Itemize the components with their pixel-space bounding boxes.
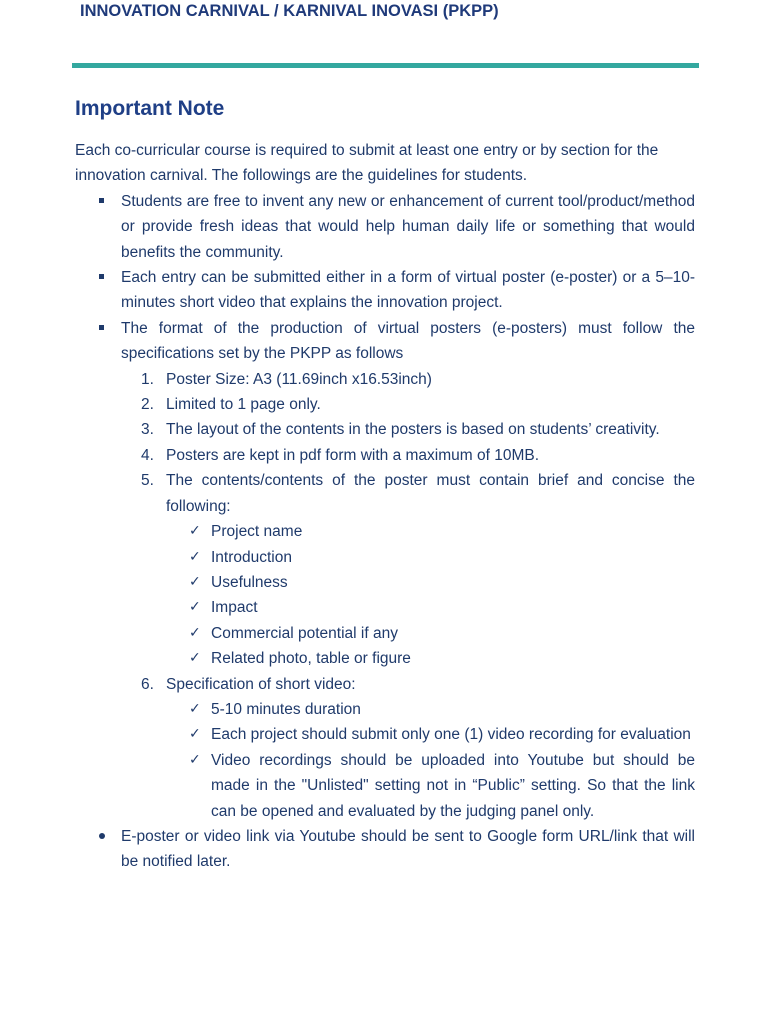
checkmark-icon: ✓ — [189, 751, 201, 768]
spec-item — [121, 672, 695, 824]
spec-text: The contents/contents of the poster must contain brief and concise the following: — [166, 472, 695, 515]
spec-item — [121, 392, 695, 417]
check-item — [166, 722, 695, 747]
document-header: INNOVATION CARNIVAL / KARNIVAL INOVASI (PKPP) — [80, 2, 499, 20]
intro-paragraph: Each co-curricular course is required to submit at least one entry or by section for the innovation carnival. The followings are the guidelines for students. — [75, 142, 659, 185]
section-title: Important Note — [75, 97, 225, 120]
spec-number: 3. — [141, 421, 154, 439]
checkmark-icon: ✓ — [189, 726, 201, 743]
check-item — [166, 621, 695, 646]
checkmark-icon: ✓ — [189, 624, 201, 641]
spec-number: 6. — [141, 675, 154, 693]
square-bullet-icon — [99, 325, 104, 330]
round-bullet-icon — [99, 833, 105, 839]
check-text: Related photo, table or figure — [211, 650, 411, 668]
guideline-item — [75, 189, 695, 265]
document-body — [75, 95, 695, 875]
spec-item — [121, 443, 695, 468]
spec-number: 4. — [141, 446, 154, 464]
checkmark-icon: ✓ — [189, 599, 201, 616]
check-item — [166, 748, 695, 824]
guideline-list — [75, 189, 695, 875]
spec-text: Posters are kept in pdf form with a maximum of 10MB. — [166, 446, 539, 464]
spec-number: 1. — [141, 370, 154, 388]
checkmark-icon: ✓ — [189, 650, 201, 667]
poster-contents-list — [166, 519, 695, 671]
checkmark-icon: ✓ — [189, 700, 201, 717]
guideline-item — [75, 316, 695, 824]
spec-number: 5. — [141, 472, 154, 490]
guideline-item — [75, 824, 695, 875]
checkmark-icon: ✓ — [189, 573, 201, 590]
spec-text: The layout of the contents in the posters is based on students’ creativity. — [166, 421, 660, 439]
check-text: Impact — [211, 599, 258, 617]
header-divider — [72, 63, 699, 68]
check-item — [166, 595, 695, 620]
guideline-item — [75, 265, 695, 316]
guideline-text: Students are free to invent any new or enhancement of current tool/product/method or provide fresh ideas that would help human daily life or something that would benefits the community. — [121, 192, 695, 261]
check-item — [166, 697, 695, 722]
check-item — [166, 646, 695, 671]
check-text: Commercial potential if any — [211, 624, 398, 642]
check-text: 5-10 minutes duration — [211, 700, 361, 718]
spec-item — [121, 367, 695, 392]
spec-text: Specification of short video: — [166, 675, 356, 693]
check-text: Each project should submit only one (1) video recording for evaluation — [211, 726, 691, 744]
check-text: Usefulness — [211, 573, 288, 591]
poster-spec-list — [121, 367, 695, 824]
check-text: Video recordings should be uploaded into Youtube but should be made in the "Unlisted" setting not in “Public” setting. So that the link can be opened and evaluated by the judging panel only. — [211, 751, 695, 820]
check-item — [166, 519, 695, 544]
guideline-text: The format of the production of virtual posters (e-posters) must follow the specifications set by the PKPP as follows — [121, 319, 695, 363]
check-text: Project name — [211, 523, 303, 541]
check-item — [166, 545, 695, 570]
spec-number: 2. — [141, 396, 154, 414]
spec-item — [121, 468, 695, 671]
spec-item — [121, 417, 695, 442]
check-text: Introduction — [211, 548, 292, 566]
spec-text: Limited to 1 page only. — [166, 396, 321, 414]
guideline-text: Each entry can be submitted either in a form of virtual poster (e-poster) or a 5–10-minutes short video that explains the innovation project. — [121, 269, 695, 312]
video-spec-list — [166, 697, 695, 824]
guideline-text: E-poster or video link via Youtube should be sent to Google form URL/link that will be notified later. — [121, 827, 695, 871]
square-bullet-icon — [99, 198, 104, 203]
checkmark-icon: ✓ — [189, 548, 201, 565]
check-item — [166, 570, 695, 595]
square-bullet-icon — [99, 274, 104, 279]
spec-text: Poster Size: A3 (11.69inch x16.53inch) — [166, 370, 432, 388]
checkmark-icon: ✓ — [189, 523, 201, 540]
